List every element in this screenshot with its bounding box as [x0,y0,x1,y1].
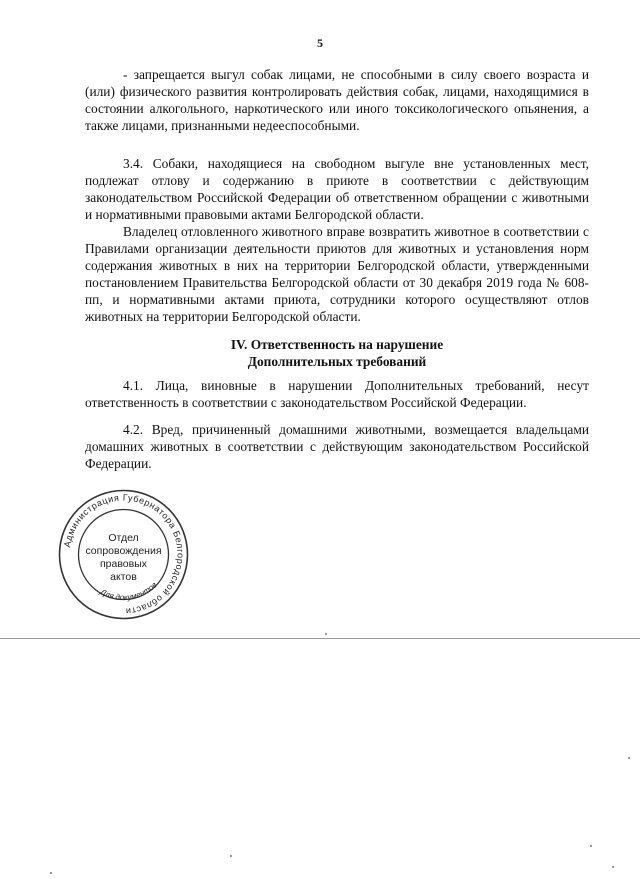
stamp-center-line: правовых [99,558,148,570]
section-heading-line1: IV. Ответственность на нарушение [230,337,444,352]
stamp-center-line: сопровождения [85,545,162,557]
paragraph-text: 3.4. Собаки, находящиеся на свободном выгуле вне установленных мест, подлежат отлову и содержанию в приюте в соответствии с действующим законодательством Российской Федерации об ответственном обращении с животными и нормативными правовыми актами Белгородской области. [85,156,589,222]
paragraph-text: 4.1. Лица, виновные в нарушении Дополнительных требований, несут ответственность в соответствии с законодательством Российской Федерации. [85,378,589,410]
page-number: 5 [317,36,323,50]
scan-speck [50,872,52,874]
paragraph-3-4 [85,155,589,223]
scan-speck [628,757,630,759]
scan-divider-line [0,638,640,639]
paragraph-ban-walking [85,66,589,134]
stamp-ring-text: Администрация Губернатора Белгородской области [61,492,186,617]
scan-speck [590,845,592,847]
paragraph-text: Владелец отловленного животного вправе возвратить животное в соответствии с Правилами организации деятельности приютов для животных и установления норм содержания животных в них на территории Белгородской области, утвержденными постановлением Правительства Белгородской области от 30 декабря 2019 года № 608-пп, и нормативными актами приюта, сотрудники которого осуществляют отлов животных на территории Белгородской области. [85,224,589,324]
stamp-center-text [76,532,171,584]
official-stamp [56,487,191,622]
paragraph-4-1 [85,377,589,411]
paragraph-text: 4.2. Вред, причиненный домашними животными, возмещается владельцами домашних животных в соответствии с действующим законодательством Российской Федерации. [85,422,589,471]
stamp-center-line: актов [110,571,137,583]
scan-speck [612,866,614,868]
stamp-center-line: Отдел [108,532,139,544]
paragraph-text: - запрещается выгул собак лицами, не способными в силу своего возраста и (или) физического развития контролировать действия собак, лицами, находящимися в состоянии алкогольного, наркотического или иного токсикологического опьянения, а также лицами, признанными недееспособными. [85,67,589,133]
section-heading-line2: Дополнительных требований [247,354,427,369]
paragraph-owner-return [85,223,589,325]
scan-speck [230,855,232,857]
stamp-bottom-text: Для документов [98,580,159,603]
scan-speck [325,633,327,635]
section-heading [85,336,589,370]
paragraph-4-2 [85,421,589,472]
